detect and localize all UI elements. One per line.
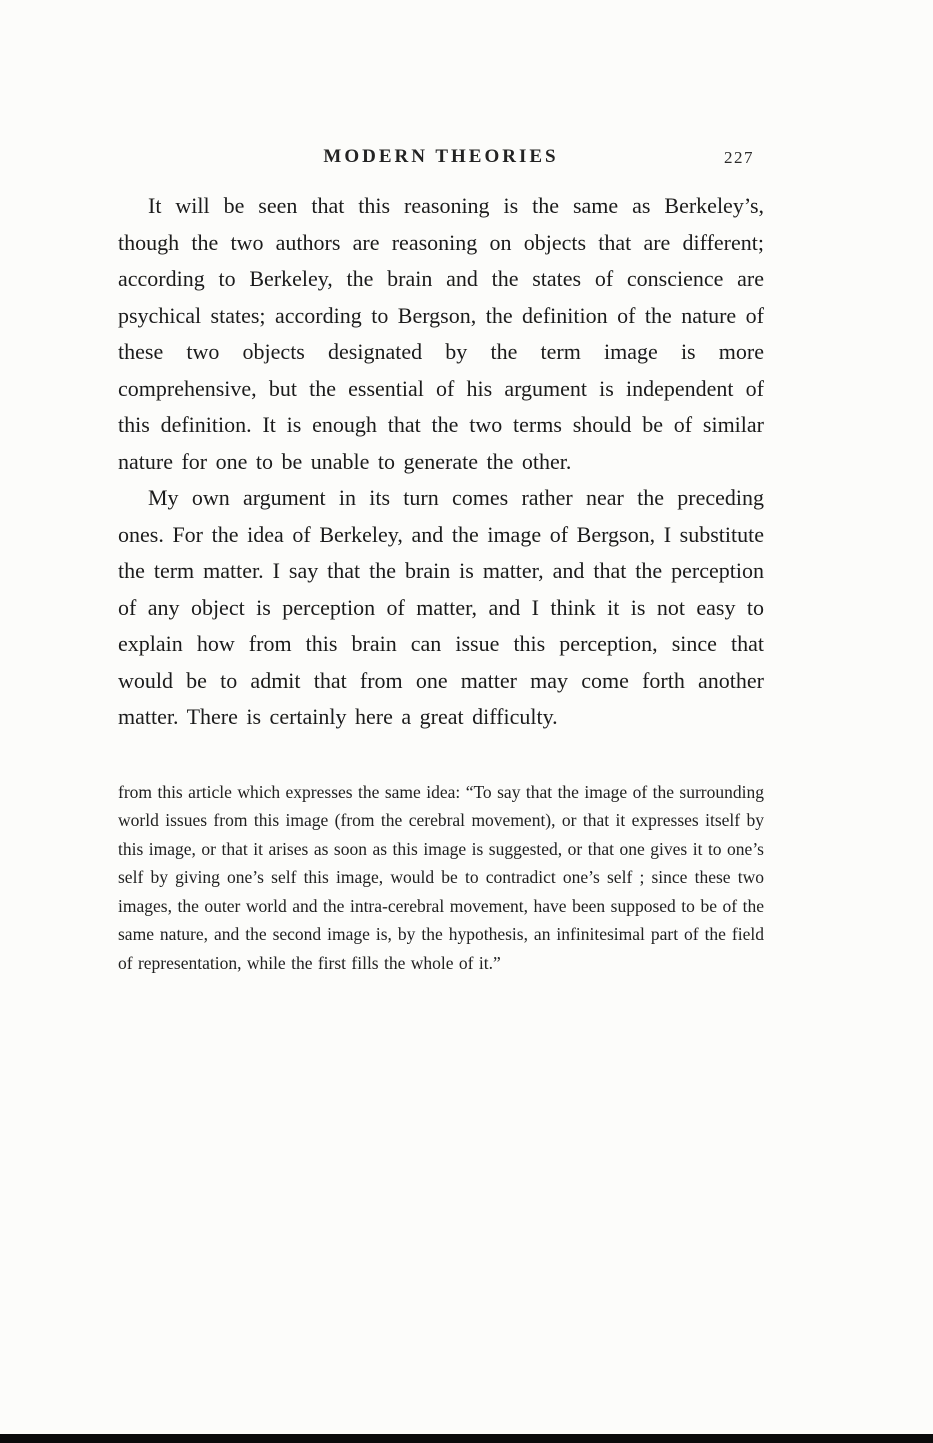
running-header xyxy=(118,146,764,172)
body-text xyxy=(118,188,764,736)
footnote-section xyxy=(118,778,764,978)
scan-bottom-edge xyxy=(0,1434,933,1443)
paragraph-2: My own argument in its turn comes rather near the preceding ones. For the idea of Berkeley, and the image of Bergson, I substitute the term matter. I say that the brain is matter, and that the perception of any object is perception of matter, and I think it is not easy to explain how from this brain can issue this perception, since that would be to admit that from one matter may come forth another matter. There is certainly here a great difficulty. xyxy=(118,485,764,729)
page-number: 227 xyxy=(724,148,754,167)
footnote-text: from this article which expresses the same idea: “To say that the image of the surrounding world issues from this image (from the cerebral movement), or that it expresses itself by this image, or that it arises as soon as this image is suggested, or that one gives it to one’s self by giving one’s self this image, would be to contradict one’s self ; since these two images, the outer world and the intra-cerebral movement, have been supposed to be of the same nature, and the second image is, by the hypothesis, an infinitesimal part of the field of representation, while the first fills the whole of it.” xyxy=(118,781,764,973)
text-block xyxy=(118,146,764,977)
page-title: MODERN THEORIES xyxy=(323,146,559,167)
paragraph-1: It will be seen that this reasoning is the same as Berkeley’s, though the two authors are reasoning on objects that are different; according to Berkeley, the brain and the states of conscience are psychical states; according to Bergson, the definition of the nature of these two objects designated by the term image is more comprehensive, but the essential of his argument is independent of this definition. It is enough that the two terms should be of similar nature for one to be unable to generate the other. xyxy=(118,193,764,474)
